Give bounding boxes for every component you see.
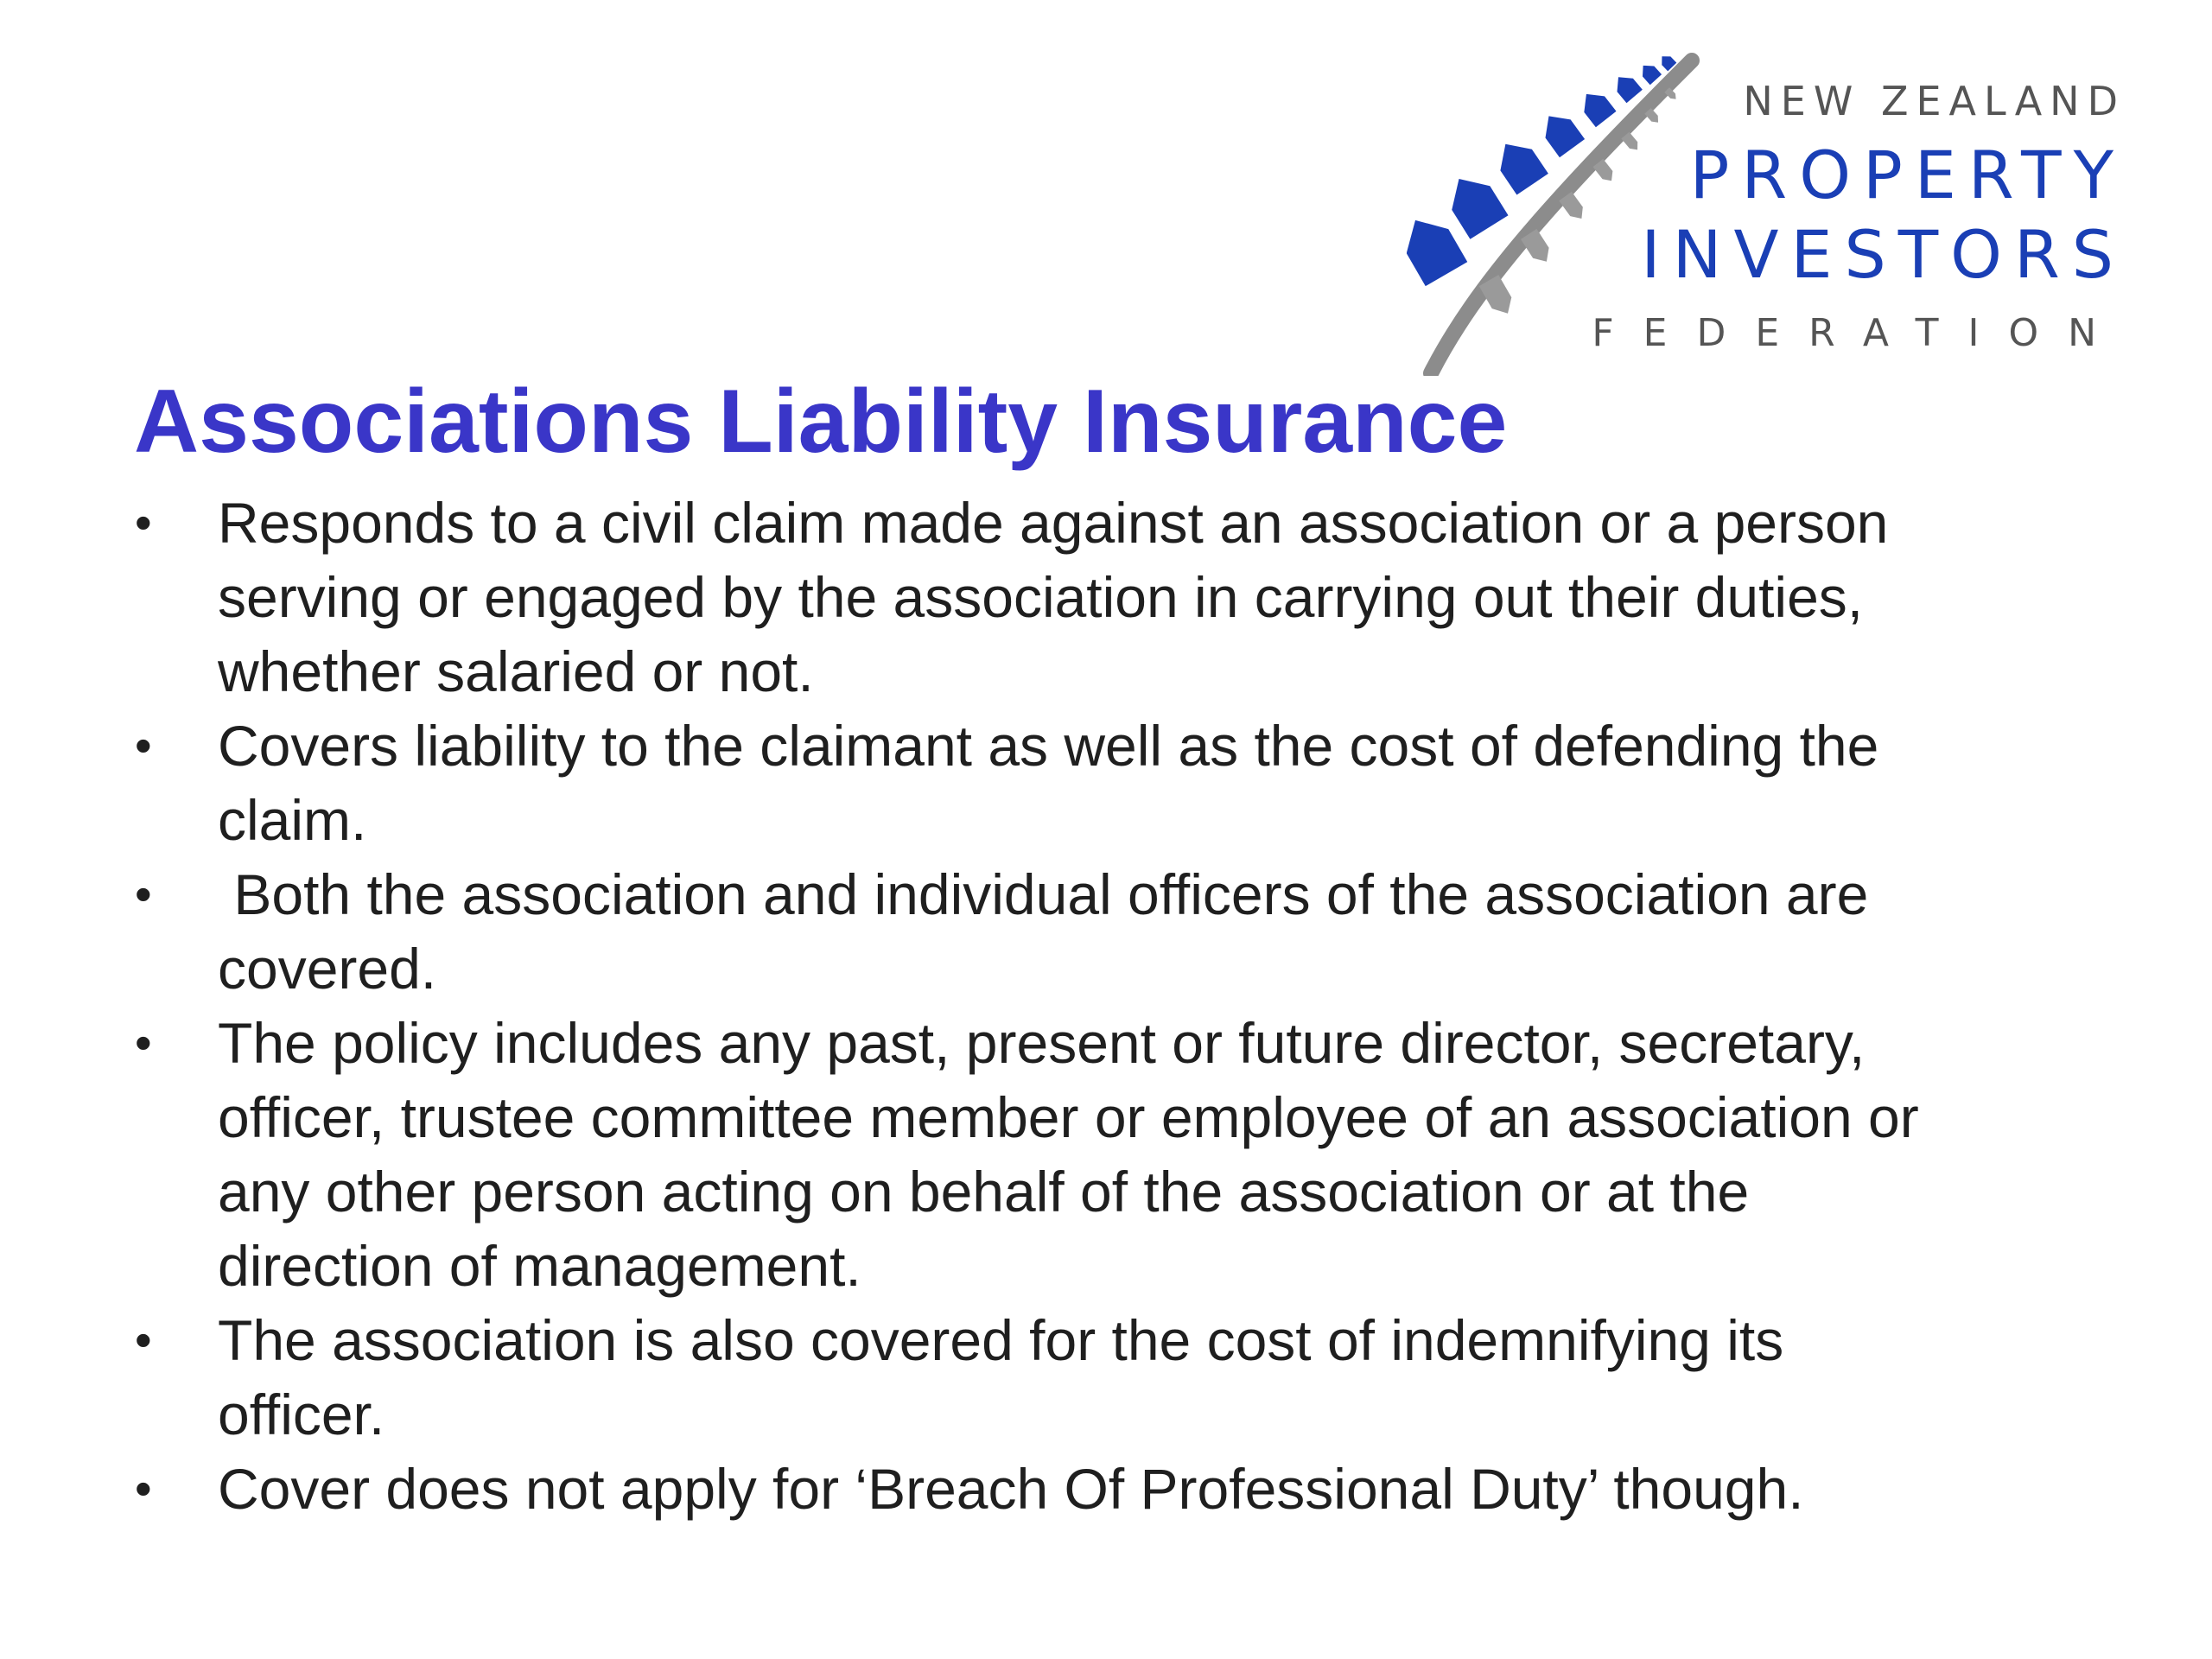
bullet-dot: • xyxy=(135,495,152,550)
bullet-text-line: direction of management. xyxy=(218,1234,861,1298)
bullet-text-line: officer. xyxy=(218,1382,385,1446)
logo-text-property: PROPERTY xyxy=(1689,137,2126,213)
bullet-dot: • xyxy=(135,1015,152,1070)
bullet-dot: • xyxy=(135,867,152,921)
bullet-item xyxy=(130,486,2117,709)
bullet-item xyxy=(130,857,2117,1006)
bullet-item xyxy=(130,1303,2117,1452)
bullet-text-line: Covers liability to the claimant as well as the cost of defending the xyxy=(218,714,1879,778)
bullet-dot: • xyxy=(135,718,152,772)
bullet-item xyxy=(130,1452,2117,1526)
bullet-text-line: claim. xyxy=(218,788,367,852)
logo-text-investors: INVESTORS xyxy=(1641,216,2126,293)
bullet-text-line: officer, trustee committee member or employee of an association or xyxy=(218,1085,1919,1149)
nzpif-logo xyxy=(1407,52,2126,376)
bullet-dot: • xyxy=(135,1313,152,1367)
logo-text-new-zealand: NEW ZEALAND xyxy=(1743,78,2126,124)
bullet-text-line: serving or engaged by the association in carrying out their duties, xyxy=(218,565,1864,629)
bullet-text-line: whether salaried or not. xyxy=(218,639,814,703)
bullet-item xyxy=(130,1006,2117,1303)
bullet-text-line: Both the association and individual officers of the association are xyxy=(218,862,1869,926)
bullet-text-line: covered. xyxy=(218,937,437,1001)
bullet-text-line: Responds to a civil claim made against an association or a person xyxy=(218,491,1889,555)
bullet-text-line: Cover does not apply for ‘Breach Of Professional Duty’ though. xyxy=(218,1457,1804,1521)
bullet-item xyxy=(130,709,2117,857)
bullet-text-line: The association is also covered for the cost of indemnifying its xyxy=(218,1308,1784,1372)
bullet-text-line: The policy includes any past, present or future director, secretary, xyxy=(218,1011,1866,1075)
logo-text-federation: FEDERATION xyxy=(1592,311,2126,355)
bullet-list xyxy=(130,486,2117,1526)
bullet-dot: • xyxy=(135,1461,152,1516)
bullet-text-line: any other person acting on behalf of the association or at the xyxy=(218,1160,1750,1224)
slide-title: Associations Liability Insurance xyxy=(134,372,1508,472)
